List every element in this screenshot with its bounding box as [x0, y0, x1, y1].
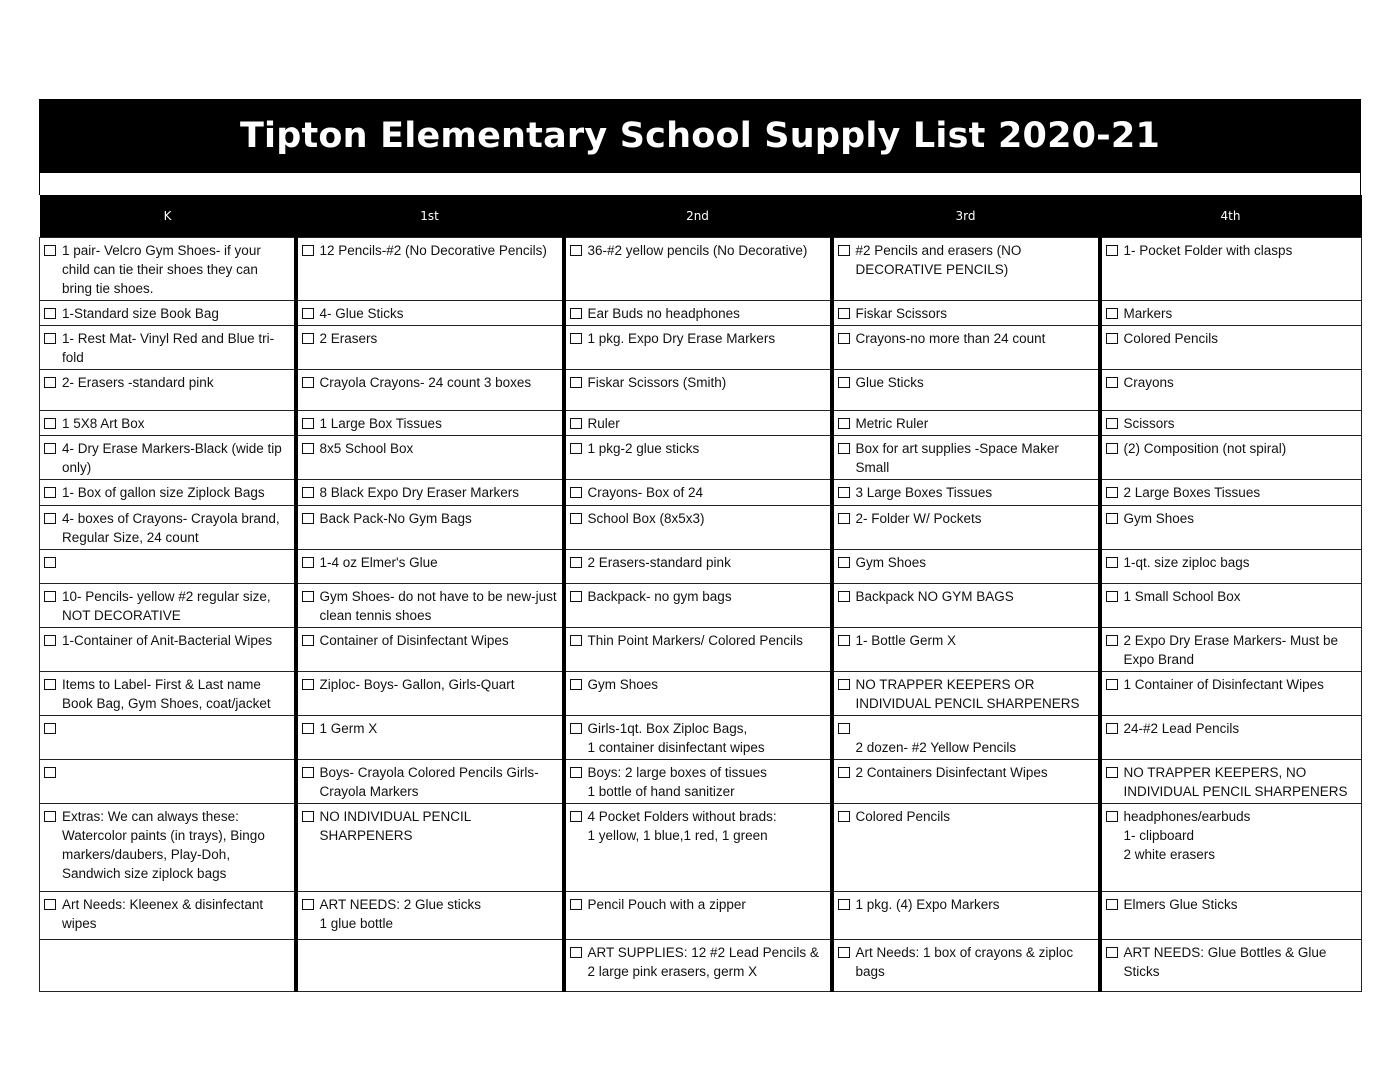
supply-item-text: 24-#2 Lead Pencils	[1123, 721, 1240, 736]
supply-item-text: 4- Dry Erase Markers-Black (wide tip only)	[62, 441, 282, 475]
supply-cell-k	[40, 436, 296, 480]
supply-cell-1st	[296, 238, 564, 301]
supply-cell-k	[40, 760, 296, 804]
checkbox-icon[interactable]	[302, 591, 314, 602]
supply-item-text: 2 Containers Disinfectant Wipes	[855, 765, 1048, 780]
supply-cell-3rd	[832, 550, 1100, 584]
supply-item-text: 1 Small School Box	[1123, 589, 1241, 604]
supply-item-text: Container of Disinfectant Wipes	[319, 633, 509, 648]
supply-item-text: 1 pkg. Expo Dry Erase Markers	[587, 331, 776, 346]
supply-cell-4th	[1100, 940, 1362, 992]
supply-cell-1st	[296, 550, 564, 584]
supply-cell-2nd	[564, 370, 832, 411]
supply-cell-1st	[296, 506, 564, 550]
supply-cell-2nd	[564, 628, 832, 672]
table-row	[40, 411, 1362, 436]
checkbox-icon[interactable]	[44, 557, 56, 568]
supply-cell-3rd	[832, 436, 1100, 480]
supply-item-text: Backpack NO GYM BAGS	[855, 589, 1014, 604]
table-row	[40, 892, 1362, 940]
supply-item-text: 36-#2 yellow pencils (No Decorative)	[587, 243, 808, 258]
supply-rows	[40, 238, 1362, 992]
supply-cell-2nd	[564, 940, 832, 992]
checkbox-icon[interactable]	[838, 635, 850, 646]
supply-item-text: Crayons-no more than 24 count	[855, 331, 1046, 346]
checkbox-icon[interactable]	[302, 308, 314, 319]
table-row	[40, 628, 1362, 672]
supply-item-text: Thin Point Markers/ Colored Pencils	[587, 633, 803, 648]
supply-item-text: Crayons	[1123, 375, 1174, 390]
column-header-4th: 4th	[1100, 195, 1362, 238]
checkbox-icon[interactable]	[44, 245, 56, 256]
supply-cell-1st	[296, 716, 564, 760]
table-row	[40, 716, 1362, 760]
checkbox-icon[interactable]	[302, 443, 314, 454]
supply-item-text: 1-4 oz Elmer's Glue	[319, 555, 438, 570]
checkbox-icon[interactable]	[838, 767, 850, 778]
checkbox-icon[interactable]	[1106, 308, 1118, 319]
supply-item-text: Gym Shoes	[1123, 511, 1195, 526]
supply-cell-3rd	[832, 301, 1100, 326]
supply-cell-k	[40, 672, 296, 716]
supply-item-text: Box for art supplies -Space Maker Small	[855, 441, 1059, 475]
supply-cell-3rd	[832, 672, 1100, 716]
supply-cell-k	[40, 628, 296, 672]
checkbox-icon[interactable]	[1106, 723, 1118, 734]
page-title: Tipton Elementary School Supply List 2020-21	[39, 99, 1361, 173]
checkbox-icon[interactable]	[838, 487, 850, 498]
title-spacer	[39, 173, 1361, 195]
supply-cell-1st	[296, 760, 564, 804]
supply-item-text: Ruler	[587, 416, 620, 431]
checkbox-icon[interactable]	[44, 308, 56, 319]
supply-cell-k	[40, 892, 296, 940]
checkbox-icon[interactable]	[570, 513, 582, 524]
checkbox-icon[interactable]	[44, 635, 56, 646]
supply-cell-4th	[1100, 506, 1362, 550]
column-header-k: K	[40, 195, 296, 238]
checkbox-icon[interactable]	[1106, 557, 1118, 568]
checkbox-icon[interactable]	[838, 443, 850, 454]
supply-cell-1st	[296, 301, 564, 326]
supply-cell-k	[40, 411, 296, 436]
checkbox-icon[interactable]	[1106, 811, 1118, 822]
supply-item-text: Ear Buds no headphones	[587, 306, 740, 321]
supply-cell-4th	[1100, 480, 1362, 506]
supply-cell-2nd	[564, 506, 832, 550]
supply-item-text: NO TRAPPER KEEPERS OR INDIVIDUAL PENCIL SHARPENERS	[855, 677, 1080, 711]
supply-cell-2nd	[564, 436, 832, 480]
supply-item-text: School Box (8x5x3)	[587, 511, 705, 526]
checkbox-icon[interactable]	[1106, 899, 1118, 910]
supply-item-text: 1 Large Box Tissues	[319, 416, 442, 431]
table-row	[40, 584, 1362, 628]
checkbox-icon[interactable]	[44, 591, 56, 602]
checkbox-icon[interactable]	[302, 377, 314, 388]
supply-cell-3rd	[832, 326, 1100, 370]
checkbox-icon[interactable]	[570, 767, 582, 778]
supply-item-text: Scissors	[1123, 416, 1175, 431]
supply-cell-4th	[1100, 411, 1362, 436]
grade-header-row	[40, 195, 1362, 238]
checkbox-icon[interactable]	[1106, 591, 1118, 602]
supply-cell-2nd	[564, 584, 832, 628]
checkbox-icon[interactable]	[570, 308, 582, 319]
column-header-1st: 1st	[296, 195, 564, 238]
supply-item-text: 4- boxes of Crayons- Crayola brand, Regular Size, 24 count	[62, 511, 280, 545]
checkbox-icon[interactable]	[570, 333, 582, 344]
supply-item-text: Back Pack-No Gym Bags	[319, 511, 472, 526]
supply-item-text: Colored Pencils	[1123, 331, 1219, 346]
checkbox-icon[interactable]	[1106, 635, 1118, 646]
supply-item-text: 1 Germ X	[319, 721, 378, 736]
supply-cell-2nd	[564, 760, 832, 804]
checkbox-icon[interactable]	[44, 443, 56, 454]
supply-cell-3rd	[832, 716, 1100, 760]
supply-cell-4th	[1100, 804, 1362, 892]
checkbox-icon[interactable]	[1106, 947, 1118, 958]
supply-cell-k	[40, 480, 296, 506]
supply-item-text: 8 Black Expo Dry Eraser Markers	[319, 485, 520, 500]
supply-item-text: ART SUPPLIES: 12 #2 Lead Pencils & 2 large pink erasers, germ X	[587, 945, 819, 979]
supply-item-text: 1 5X8 Art Box	[62, 416, 145, 431]
supply-item-text: (2) Composition (not spiral)	[1123, 441, 1287, 456]
supply-table	[39, 195, 1362, 992]
supply-cell-4th	[1100, 672, 1362, 716]
supply-cell-3rd	[832, 238, 1100, 301]
supply-cell-k	[40, 301, 296, 326]
supply-cell-2nd	[564, 480, 832, 506]
checkbox-icon[interactable]	[570, 557, 582, 568]
supply-cell-1st	[296, 672, 564, 716]
supply-cell-2nd	[564, 716, 832, 760]
checkbox-icon[interactable]	[44, 723, 56, 734]
checkbox-icon[interactable]	[570, 418, 582, 429]
checkbox-icon[interactable]	[838, 308, 850, 319]
checkbox-icon[interactable]	[302, 767, 314, 778]
supply-cell-k	[40, 370, 296, 411]
supply-item-text: 2- Erasers -standard pink	[62, 375, 214, 390]
checkbox-icon[interactable]	[302, 333, 314, 344]
table-row	[40, 480, 1362, 506]
checkbox-icon[interactable]	[44, 679, 56, 690]
supply-item-text: Items to Label- First & Last name Book Bag, Gym Shoes, coat/jacket	[62, 677, 271, 711]
supply-item-text: 1-Standard size Book Bag	[62, 306, 219, 321]
supply-cell-1st	[296, 584, 564, 628]
supply-cell-3rd	[832, 411, 1100, 436]
checkbox-icon[interactable]	[1106, 487, 1118, 498]
supply-cell-2nd	[564, 411, 832, 436]
supply-item-text: 1 pair- Velcro Gym Shoes- if your child can tie their shoes they can bring tie shoes.	[62, 243, 261, 296]
supply-item-text: Crayons- Box of 24	[587, 485, 704, 500]
supply-cell-4th	[1100, 550, 1362, 584]
checkbox-icon[interactable]	[44, 377, 56, 388]
checkbox-icon[interactable]	[838, 377, 850, 388]
checkbox-icon[interactable]	[570, 487, 582, 498]
supply-cell-1st	[296, 892, 564, 940]
supply-item-text: 2 Erasers	[319, 331, 378, 346]
supply-item-text: 4- Glue Sticks	[319, 306, 404, 321]
supply-item-text: NO INDIVIDUAL PENCIL SHARPENERS	[319, 809, 471, 843]
checkbox-icon[interactable]	[838, 723, 850, 734]
checkbox-icon[interactable]	[302, 557, 314, 568]
supply-item-text: NO TRAPPER KEEPERS, NO INDIVIDUAL PENCIL SHARPENERS	[1123, 765, 1348, 799]
supply-cell-4th	[1100, 238, 1362, 301]
column-header-3rd: 3rd	[832, 195, 1100, 238]
supply-cell-2nd	[564, 672, 832, 716]
supply-item-text: Markers	[1123, 306, 1173, 321]
supply-item-text: 2 Large Boxes Tissues	[1123, 485, 1261, 500]
supply-item-text: Crayola Crayons- 24 count 3 boxes	[319, 375, 532, 390]
table-row	[40, 326, 1362, 370]
supply-item-text: 3 Large Boxes Tissues	[855, 485, 993, 500]
supply-cell-3rd	[832, 760, 1100, 804]
supply-cell-3rd	[832, 804, 1100, 892]
supply-item-text: Boys- Crayola Colored Pencils Girls-Crayola Markers	[319, 765, 539, 799]
supply-item-text: Backpack- no gym bags	[587, 589, 732, 604]
checkbox-icon[interactable]	[302, 635, 314, 646]
supply-cell-4th	[1100, 892, 1362, 940]
supply-cell-k	[40, 238, 296, 301]
supply-item-text: 1- Box of gallon size Ziplock Bags	[62, 485, 265, 500]
supply-item-text: Gym Shoes	[855, 555, 927, 570]
supply-item-text: Gym Shoes	[587, 677, 659, 692]
checkbox-icon[interactable]	[1106, 418, 1118, 429]
checkbox-icon[interactable]	[838, 418, 850, 429]
checkbox-icon[interactable]	[838, 245, 850, 256]
checkbox-icon[interactable]	[838, 811, 850, 822]
checkbox-icon[interactable]	[838, 513, 850, 524]
table-row	[40, 370, 1362, 411]
supply-item-text: 1- Bottle Germ X	[855, 633, 957, 648]
supply-cell-3rd	[832, 892, 1100, 940]
supply-cell-4th	[1100, 436, 1362, 480]
table-row	[40, 760, 1362, 804]
supply-item-text: Art Needs: Kleenex & disinfectant wipes	[62, 897, 264, 931]
checkbox-icon[interactable]	[570, 679, 582, 690]
table-row	[40, 506, 1362, 550]
supply-cell-1st	[296, 411, 564, 436]
supply-item-text: Metric Ruler	[855, 416, 929, 431]
supply-cell-2nd	[564, 301, 832, 326]
checkbox-icon[interactable]	[570, 443, 582, 454]
supply-cell-4th	[1100, 760, 1362, 804]
supply-item-text: 1 pkg-2 glue sticks	[587, 441, 700, 456]
checkbox-icon[interactable]	[570, 635, 582, 646]
checkbox-icon[interactable]	[302, 245, 314, 256]
supply-cell-k	[40, 716, 296, 760]
supply-cell-2nd	[564, 238, 832, 301]
supply-item-text: 1- Pocket Folder with clasps	[1123, 243, 1293, 258]
supply-cell-k	[40, 584, 296, 628]
table-row	[40, 238, 1362, 301]
supply-list-sheet	[39, 99, 1361, 992]
checkbox-icon[interactable]	[838, 591, 850, 602]
checkbox-icon[interactable]	[44, 333, 56, 344]
supply-item-text: Elmers Glue Sticks	[1123, 897, 1238, 912]
supply-cell-1st	[296, 628, 564, 672]
supply-item-text: Colored Pencils	[855, 809, 951, 824]
table-row	[40, 940, 1362, 992]
supply-cell-2nd	[564, 892, 832, 940]
supply-cell-1st	[296, 480, 564, 506]
supply-cell-2nd	[564, 326, 832, 370]
checkbox-icon[interactable]	[1106, 679, 1118, 690]
supply-item-text: 12 Pencils-#2 (No Decorative Pencils)	[319, 243, 547, 258]
supply-item-text: headphones/earbuds 1- clipboard 2 white erasers	[1123, 809, 1251, 862]
supply-cell-1st	[296, 940, 564, 992]
checkbox-icon[interactable]	[838, 333, 850, 344]
checkbox-icon[interactable]	[302, 418, 314, 429]
supply-cell-k	[40, 550, 296, 584]
supply-cell-k	[40, 506, 296, 550]
checkbox-icon[interactable]	[44, 487, 56, 498]
supply-item-text: Ziploc- Boys- Gallon, Girls-Quart	[319, 677, 515, 692]
checkbox-icon[interactable]	[570, 377, 582, 388]
supply-cell-3rd	[832, 506, 1100, 550]
checkbox-icon[interactable]	[1106, 513, 1118, 524]
checkbox-icon[interactable]	[1106, 767, 1118, 778]
supply-cell-2nd	[564, 550, 832, 584]
supply-cell-2nd	[564, 804, 832, 892]
supply-cell-4th	[1100, 326, 1362, 370]
supply-item-text: 2 Expo Dry Erase Markers- Must be Expo Brand	[1123, 633, 1339, 667]
supply-item-text: #2 Pencils and erasers (NO DECORATIVE PENCILS)	[855, 243, 1022, 277]
supply-cell-4th	[1100, 628, 1362, 672]
table-row	[40, 301, 1362, 326]
supply-item-text: 1-Container of Anit-Bacterial Wipes	[62, 633, 273, 648]
supply-item-text: Fiskar Scissors	[855, 306, 948, 321]
supply-cell-3rd	[832, 584, 1100, 628]
supply-cell-4th	[1100, 301, 1362, 326]
supply-cell-k	[40, 940, 296, 992]
supply-item-text: 10- Pencils- yellow #2 regular size, NOT DECORATIVE	[62, 589, 271, 623]
checkbox-icon[interactable]	[302, 679, 314, 690]
supply-cell-3rd	[832, 628, 1100, 672]
supply-item-text: Art Needs: 1 box of crayons & ziploc bags	[855, 945, 1074, 979]
supply-item-text: Boys: 2 large boxes of tissues 1 bottle of hand sanitizer	[587, 765, 767, 799]
checkbox-icon[interactable]	[1106, 377, 1118, 388]
supply-item-text: ART NEEDS: 2 Glue sticks 1 glue bottle	[319, 897, 482, 931]
table-row	[40, 550, 1362, 584]
checkbox-icon[interactable]	[1106, 245, 1118, 256]
checkbox-icon[interactable]	[44, 418, 56, 429]
checkbox-icon[interactable]	[302, 723, 314, 734]
supply-cell-3rd	[832, 940, 1100, 992]
supply-item-text: Gym Shoes- do not have to be new-just clean tennis shoes	[319, 589, 557, 623]
column-header-2nd: 2nd	[564, 195, 832, 238]
checkbox-icon[interactable]	[302, 513, 314, 524]
checkbox-icon[interactable]	[838, 679, 850, 690]
checkbox-icon[interactable]	[570, 811, 582, 822]
supply-cell-1st	[296, 436, 564, 480]
supply-cell-k	[40, 804, 296, 892]
checkbox-icon[interactable]	[302, 899, 314, 910]
supply-item-text: Girls-1qt. Box Ziploc Bags, 1 container disinfectant wipes	[587, 721, 765, 755]
supply-item-text: 2- Folder W/ Pockets	[855, 511, 982, 526]
supply-item-text: Fiskar Scissors (Smith)	[587, 375, 727, 390]
supply-item-text: ART NEEDS: Glue Bottles & Glue Sticks	[1123, 945, 1327, 979]
checkbox-icon[interactable]	[302, 811, 314, 822]
supply-cell-4th	[1100, 370, 1362, 411]
checkbox-icon[interactable]	[44, 767, 56, 778]
checkbox-icon[interactable]	[44, 513, 56, 524]
supply-item-text: 4 Pocket Folders without brads: 1 yellow, 1 blue,1 red, 1 green	[587, 809, 777, 843]
checkbox-icon[interactable]	[44, 899, 56, 910]
table-row	[40, 804, 1362, 892]
supply-cell-3rd	[832, 480, 1100, 506]
supply-item-text: Pencil Pouch with a zipper	[587, 897, 746, 912]
supply-item-text: Extras: We can always these: Watercolor paints (in trays), Bingo markers/daubers, Play-Doh, Sandwich size ziplock bags	[62, 809, 265, 881]
checkbox-icon[interactable]	[838, 557, 850, 568]
table-row	[40, 672, 1362, 716]
supply-cell-1st	[296, 370, 564, 411]
checkbox-icon[interactable]	[1106, 443, 1118, 454]
supply-cell-4th	[1100, 716, 1362, 760]
checkbox-icon[interactable]	[570, 899, 582, 910]
checkbox-icon[interactable]	[570, 245, 582, 256]
supply-item-text: 1-qt. size ziploc bags	[1123, 555, 1250, 570]
supply-item-text: 2 Erasers-standard pink	[587, 555, 731, 570]
checkbox-icon[interactable]	[570, 947, 582, 958]
checkbox-icon[interactable]	[570, 723, 582, 734]
supply-item-text: 8x5 School Box	[319, 441, 414, 456]
checkbox-icon[interactable]	[838, 947, 850, 958]
table-row	[40, 436, 1362, 480]
checkbox-icon[interactable]	[838, 899, 850, 910]
supply-cell-3rd	[832, 370, 1100, 411]
supply-item-text: 1- Rest Mat- Vinyl Red and Blue tri-fold	[62, 331, 275, 365]
supply-item-text: Glue Sticks	[855, 375, 924, 390]
supply-cell-1st	[296, 326, 564, 370]
checkbox-icon[interactable]	[1106, 333, 1118, 344]
supply-cell-4th	[1100, 584, 1362, 628]
supply-cell-k	[40, 326, 296, 370]
checkbox-icon[interactable]	[570, 591, 582, 602]
supply-item-text: 1 Container of Disinfectant Wipes	[1123, 677, 1324, 692]
checkbox-icon[interactable]	[44, 811, 56, 822]
supply-item-text: 2 dozen- #2 Yellow Pencils	[855, 740, 1017, 755]
supply-item-text: 1 pkg. (4) Expo Markers	[855, 897, 1000, 912]
checkbox-icon[interactable]	[302, 487, 314, 498]
supply-cell-1st	[296, 804, 564, 892]
